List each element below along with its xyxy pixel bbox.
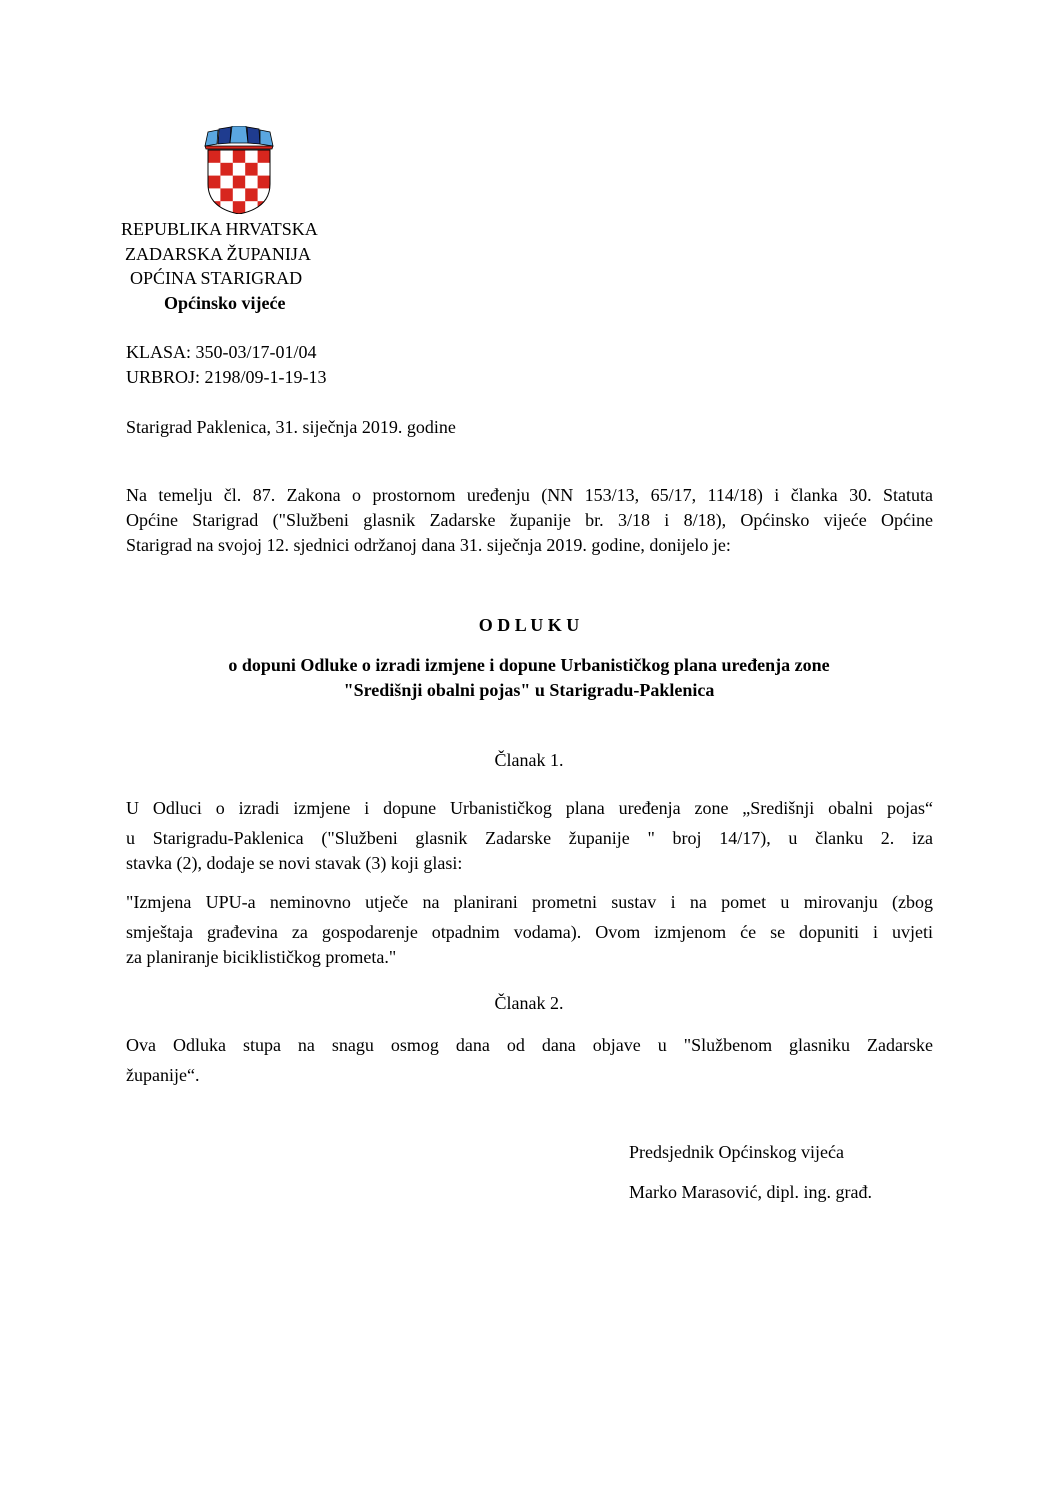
header-republic: REPUBLIKA HRVATSKA [121, 219, 318, 239]
croatian-coat-of-arms-icon [202, 126, 276, 214]
crown [205, 126, 273, 149]
article2-line: županije“. [126, 1065, 200, 1085]
signature-role: Predsjednik Općinskog vijeća [629, 1142, 844, 1162]
article1-quote-line: "Izmjena UPU-a neminovno utječe na planirani prometni sustav i na pomet u mirovanju (zbog [126, 892, 933, 912]
article1-heading: Članak 1. [494, 750, 564, 770]
decision-title: O D L U K U [478, 615, 580, 635]
article2-line: Ova Odluka stupa na snagu osmog dana od dana objave u "Službenom glasniku Zadarske [126, 1035, 933, 1055]
article1-quote-line: smještaja građevina za gospodarenje otpadnim vodama). Ovom izmjenom će se dopuniti i uvjeti [126, 922, 933, 942]
header-municipality: OPĆINA STARIGRAD [130, 268, 303, 288]
preamble-line: Općine Starigrad ("Službeni glasnik Zadarske županije br. 3/18 i 8/18), Općinsko vijeće Općine [126, 510, 933, 530]
article1-line: stavka (2), dodaje se novi stavak (3) koji glasi: [126, 853, 463, 873]
klasa: KLASA: 350-03/17-01/04 [126, 342, 317, 362]
article2-heading: Članak 2. [494, 993, 564, 1013]
preamble-line: Starigrad na svojoj 12. sjednici održanoj dana 31. siječnja 2019. godine, donijelo je: [126, 535, 731, 555]
article1-line: u Starigradu-Paklenica ("Službeni glasnik Zadarske županije " broj 14/17), u članku 2. iza [126, 828, 933, 848]
header-council: Općinsko vijeće [164, 293, 286, 313]
article1-quote-line: za planiranje biciklističkog prometa." [126, 947, 397, 967]
decision-subtitle-line: o dopuni Odluke o izradi izmjene i dopune Urbanističkog plana uređenja zone [228, 655, 830, 675]
signature-name: Marko Marasović, dipl. ing. građ. [629, 1182, 872, 1202]
article1-line: U Odluci o izradi izmjene i dopune Urbanističkog plana uređenja zone „Središnji obalni pojas“ [126, 798, 933, 818]
header-county: ZADARSKA ŽUPANIJA [125, 244, 311, 264]
place-date: Starigrad Paklenica, 31. siječnja 2019. godine [126, 417, 456, 437]
decision-subtitle-line: "Središnji obalni pojas" u Starigradu-Paklenica [343, 680, 715, 700]
preamble-line: Na temelju čl. 87. Zakona o prostornom uređenju (NN 153/13, 65/17, 114/18) i članka 30. Statuta [126, 485, 933, 505]
urbroj: URBROJ: 2198/09-1-19-13 [126, 367, 327, 387]
